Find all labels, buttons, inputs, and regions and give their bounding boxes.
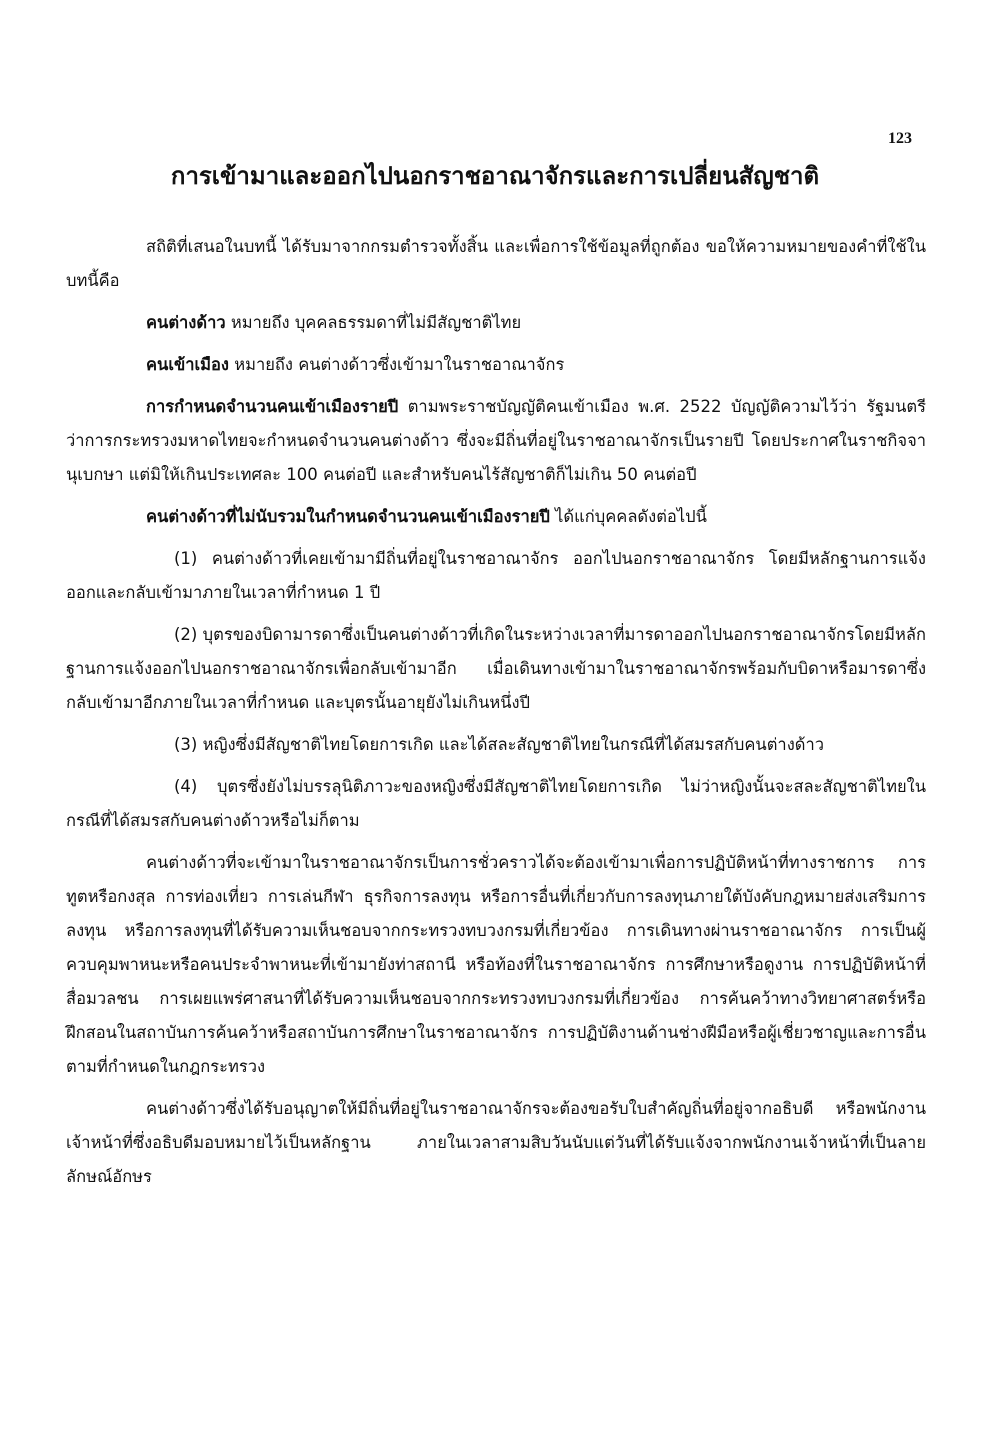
quota-text: ตามพระราชบัญญัติคนเข้าเมือง พ.ศ. 2522 บัญญัติความไว้ว่า รัฐมนตรีว่าการกระทรวงมหาดไทยจะกำหนดจำนวนคนต่างด้าว ซึ่งจะมีถิ่นที่อยู่ในราชอาณาจักรเป็นรายปี โดยประกาศในราชกิจจานุเบกษา แต่มิให้เกินประเทศละ 100 คนต่อปี และสำหรับคนไร้สัญชาติก็ไม่เกิน 50 คนต่อปี [66, 397, 926, 484]
exempt-term: คนต่างด้าวที่ไม่นับรวมในกำหนดจำนวนคนเข้าเมืองรายปี [146, 507, 550, 526]
list-item: (1) คนต่างด้าวที่เคยเข้ามามีถิ่นที่อยู่ในราชอาณาจักร ออกไปนอกราชอาณาจักร โดยมีหลักฐานการแจ้งออกและกลับเข้ามาภายในเวลาที่กำหนด 1 ปี [66, 549, 926, 602]
exempt-text: ได้แก่บุคคลดังต่อไปนี้ [549, 507, 707, 526]
page-number: 123 [888, 130, 912, 147]
temporary-entry-paragraph: คนต่างด้าวที่จะเข้ามาในราชอาณาจักรเป็นการชั่วคราวได้จะต้องเข้ามาเพื่อการปฏิบัติหน้าที่ทางราชการ การทูตหรือกงสุล การท่องเที่ยว การเล่นกีฬา ธุรกิจการลงทุน หรือการอื่นที่เกี่ยวกับการลงทุนภายใต้บังคับกฎหมายส่งเสริมการลงทุน หรือการลงทุนที่ได้รับความเห็นชอบจากกระทรวงทบวงกรมที่เกี่ยวข้อง การเดินทางผ่านราชอาณาจักร การเป็นผู้ควบคุมพาหนะหรือคนประจำพาหนะที่เข้ามายังท่าสถานี หรือท้องที่ในราชอาณาจักร การศึกษาหรือดูงาน การปฏิบัติหน้าที่สื่อมวลชน การเผยแพร่ศาสนาที่ได้รับความเห็นชอบจากกระทรวงทบวงกรมที่เกี่ยวข้อง การค้นคว้าทางวิทยาศาสตร์หรือฝึกสอนในสถาบันการค้นคว้าหรือสถาบันการศึกษาในราชอาณาจักร การปฏิบัติงานด้านช่างฝีมือหรือผู้เชี่ยวชาญและการอื่นตามที่กำหนดในกฎกระทรวง [66, 853, 926, 1076]
quota-term: การกำหนดจำนวนคนเข้าเมืองรายปี [146, 397, 399, 416]
list-item: (4) บุตรซึ่งยังไม่บรรลุนิติภาวะของหญิงซึ่งมีสัญชาติไทยโดยการเกิด ไม่ว่าหญิงนั้นจะสละสัญชาติไทยในกรณีที่ได้สมรสกับคนต่างด้าวหรือไม่ก็ตาม [66, 777, 926, 830]
definition-text: หมายถึง บุคคลธรรมดาที่ไม่มีสัญชาติไทย [225, 313, 522, 332]
quota-paragraph [66, 390, 926, 492]
definition-text: หมายถึง คนต่างด้าวซึ่งเข้ามาในราชอาณาจักร [228, 355, 565, 374]
definition-term: คนต่างด้าว [146, 313, 226, 332]
definition-term: คนเข้าเมือง [146, 355, 229, 374]
document-body [66, 230, 926, 1202]
exempt-heading [66, 500, 926, 534]
residence-paragraph: คนต่างด้าวซึ่งได้รับอนุญาตให้มีถิ่นที่อยู่ในราชอาณาจักรจะต้องขอรับใบสำคัญถิ่นที่อยู่จากอธิบดี หรือพนักงานเจ้าหน้าที่ซึ่งอธิบดีมอบหมายไว้เป็นหลักฐาน ภายในเวลาสามสิบวันนับแต่วันที่ได้รับแจ้งจากพนักงานเจ้าหน้าที่เป็นลายลักษณ์อักษร [66, 1099, 926, 1186]
page-title: การเข้ามาและออกไปนอกราชอาณาจักรและการเปลี่ยนสัญชาติ [170, 162, 820, 190]
list-item: (3) หญิงซึ่งมีสัญชาติไทยโดยการเกิด และได้สละสัญชาติไทยในกรณีที่ได้สมรสกับคนต่างด้าว [174, 735, 824, 754]
definition-immigrant [66, 348, 926, 382]
intro-paragraph: สถิติที่เสนอในบทนี้ ได้รับมาจากกรมตำรวจทั้งสิ้น และเพื่อการใช้ข้อมูลที่ถูกต้อง ขอให้ความหมายของคำที่ใช้ในบทนี้คือ [66, 237, 926, 290]
definition-foreigner [66, 306, 926, 340]
list-item: (2) บุตรของบิดามารดาซึ่งเป็นคนต่างด้าวที่เกิดในระหว่างเวลาที่มารดาออกไปนอกราชอาณาจักรโดยมีหลักฐานการแจ้งออกไปนอกราชอาณาจักรเพื่อกลับเข้ามาอีก เมื่อเดินทางเข้ามาในราชอาณาจักรพร้อมกับบิดาหรือมารดาซึ่งกลับเข้ามาอีกภายในเวลาที่กำหนด และบุตรนั้นอายุยังไม่เกินหนึ่งปี [66, 625, 926, 712]
